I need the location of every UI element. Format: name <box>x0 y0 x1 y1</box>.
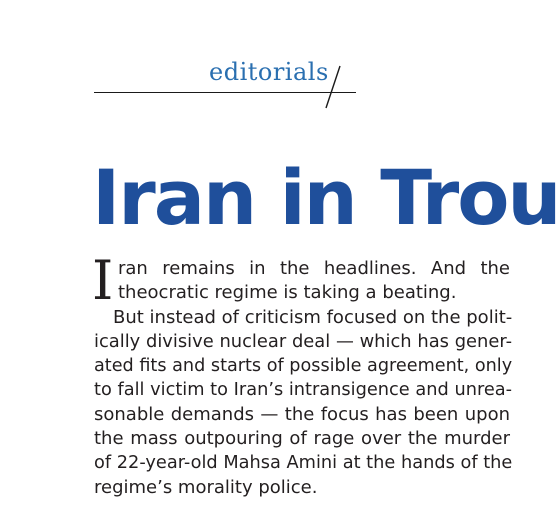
body-line: ran remains in the headlines. And the <box>118 258 510 279</box>
section-slash-mark <box>318 64 348 110</box>
body-line: the mass outpouring of rage over the murder <box>94 428 510 450</box>
article-body <box>94 257 513 500</box>
body-line: ated fits and starts of possible agreement, only <box>94 355 513 377</box>
section-rule <box>94 92 356 93</box>
body-line: sonable demands — the focus has been upon <box>94 403 510 425</box>
body-line: of 22-year-old Mahsa Amini at the hands of the <box>94 452 513 474</box>
article-title: Iran in Trou <box>92 153 560 242</box>
body-line: to fall victim to Iran’s intransigence and unrea- <box>94 379 513 401</box>
body-line: regime’s morality police. <box>94 476 318 498</box>
body-line: But instead of criticism focused on the polit- <box>113 306 513 328</box>
drop-cap: I <box>92 249 114 312</box>
section-label: editorials <box>209 58 329 86</box>
body-line: theocratic regime is taking a beating. <box>118 282 457 304</box>
body-line: ically divisive nuclear deal — which has gener- <box>94 330 513 352</box>
